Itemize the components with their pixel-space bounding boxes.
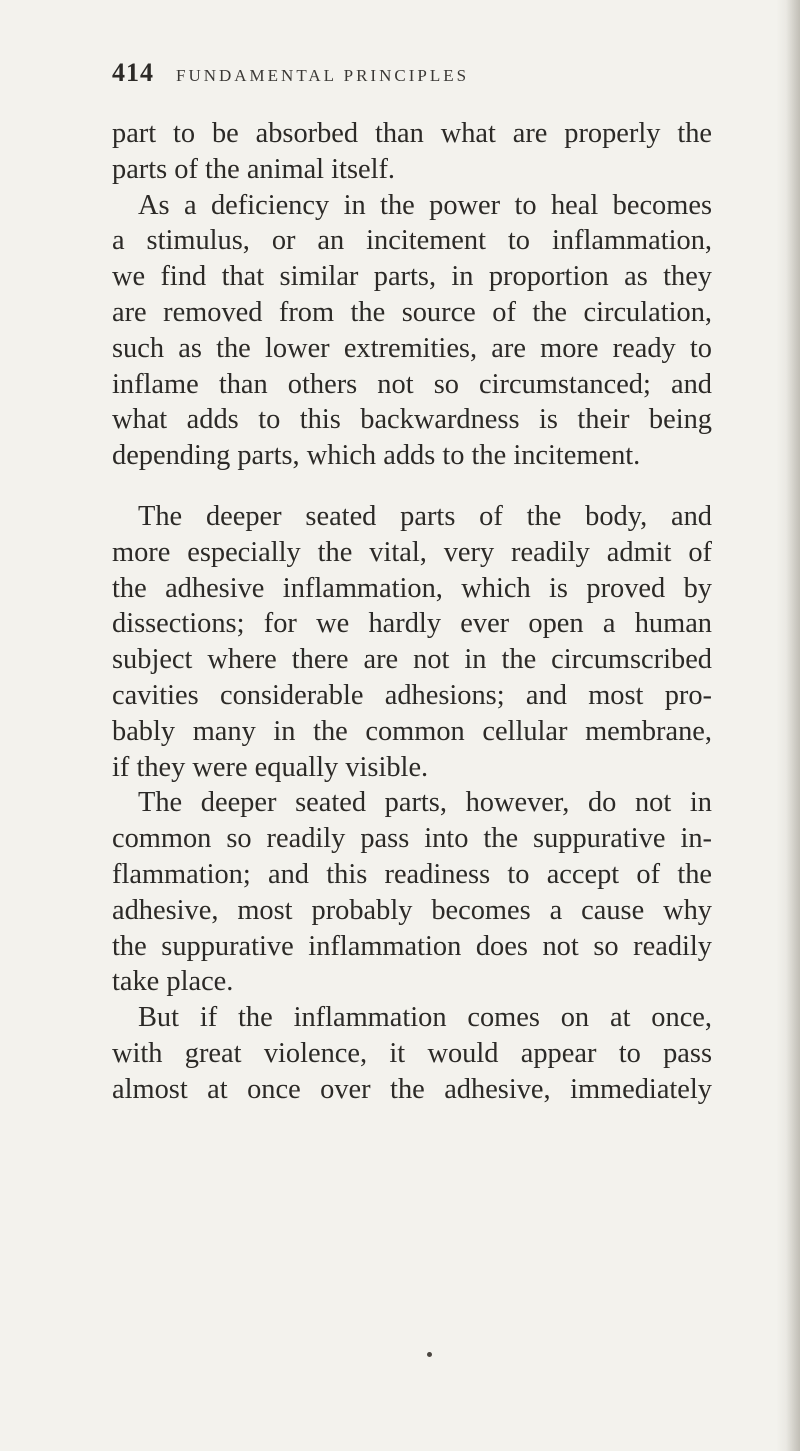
text-line: what adds to this backwardness is their being (112, 404, 712, 436)
text-line: depending parts, which adds to the incitement. (112, 440, 641, 472)
text-line: The deeper seated parts of the body, and (138, 500, 712, 532)
text-line: take place. (112, 966, 234, 998)
text-line: more especially the vital, very readily admit of (112, 536, 712, 568)
text-line: if they were equally visible. (112, 751, 429, 783)
text-line: such as the lower extremities, are more ready to (112, 332, 712, 364)
text-line: inflame than others not so circumstanced; and (112, 368, 712, 400)
paragraph (112, 1000, 712, 1107)
text-line: we find that similar parts, in proportion as they (112, 261, 712, 293)
text-line: The deeper seated parts, however, do not in (138, 787, 712, 819)
text-line: But if the inflammation comes on at once, (138, 1002, 712, 1034)
paragraph-spacer (112, 474, 712, 499)
paragraph (112, 785, 712, 1000)
paragraph (112, 188, 712, 474)
paragraph-continuation (112, 116, 712, 188)
text-line: common so readily pass into the suppurative in- (112, 823, 712, 855)
text-line: As a deficiency in the power to heal becomes (138, 189, 712, 221)
page-number: 414 (112, 58, 154, 87)
text-line: part to be absorbed than what are properly the (112, 118, 712, 149)
running-title: FUNDAMENTAL PRINCIPLES (176, 66, 470, 85)
text-line: cavities considerable adhesions; and most pro- (112, 679, 712, 711)
body-text (112, 116, 712, 1108)
text-line: are removed from the source of the circulation, (112, 296, 712, 328)
running-head (112, 58, 712, 92)
text-line: with great violence, it would appear to pass (112, 1037, 712, 1069)
text-line: dissections; for we hardly ever open a human (112, 608, 712, 640)
text-line: the adhesive inflammation, which is proved by (112, 572, 712, 604)
text-line: adhesive, most probably becomes a cause why (112, 894, 712, 926)
text-line: almost at once over the adhesive, immediately (112, 1073, 712, 1105)
ink-speck (427, 1352, 432, 1357)
text-line: the suppurative inflammation does not so readily (112, 930, 712, 962)
text-line: parts of the animal itself. (112, 153, 396, 185)
text-line: bably many in the common cellular membrane, (112, 715, 712, 747)
paragraph (112, 499, 712, 785)
text-line: flammation; and this readiness to accept of the (112, 858, 712, 890)
text-line: a stimulus, or an incitement to inflammation, (112, 225, 712, 257)
text-line: subject where there are not in the circumscribed (112, 644, 712, 676)
page-edge-shadow (786, 0, 800, 1451)
